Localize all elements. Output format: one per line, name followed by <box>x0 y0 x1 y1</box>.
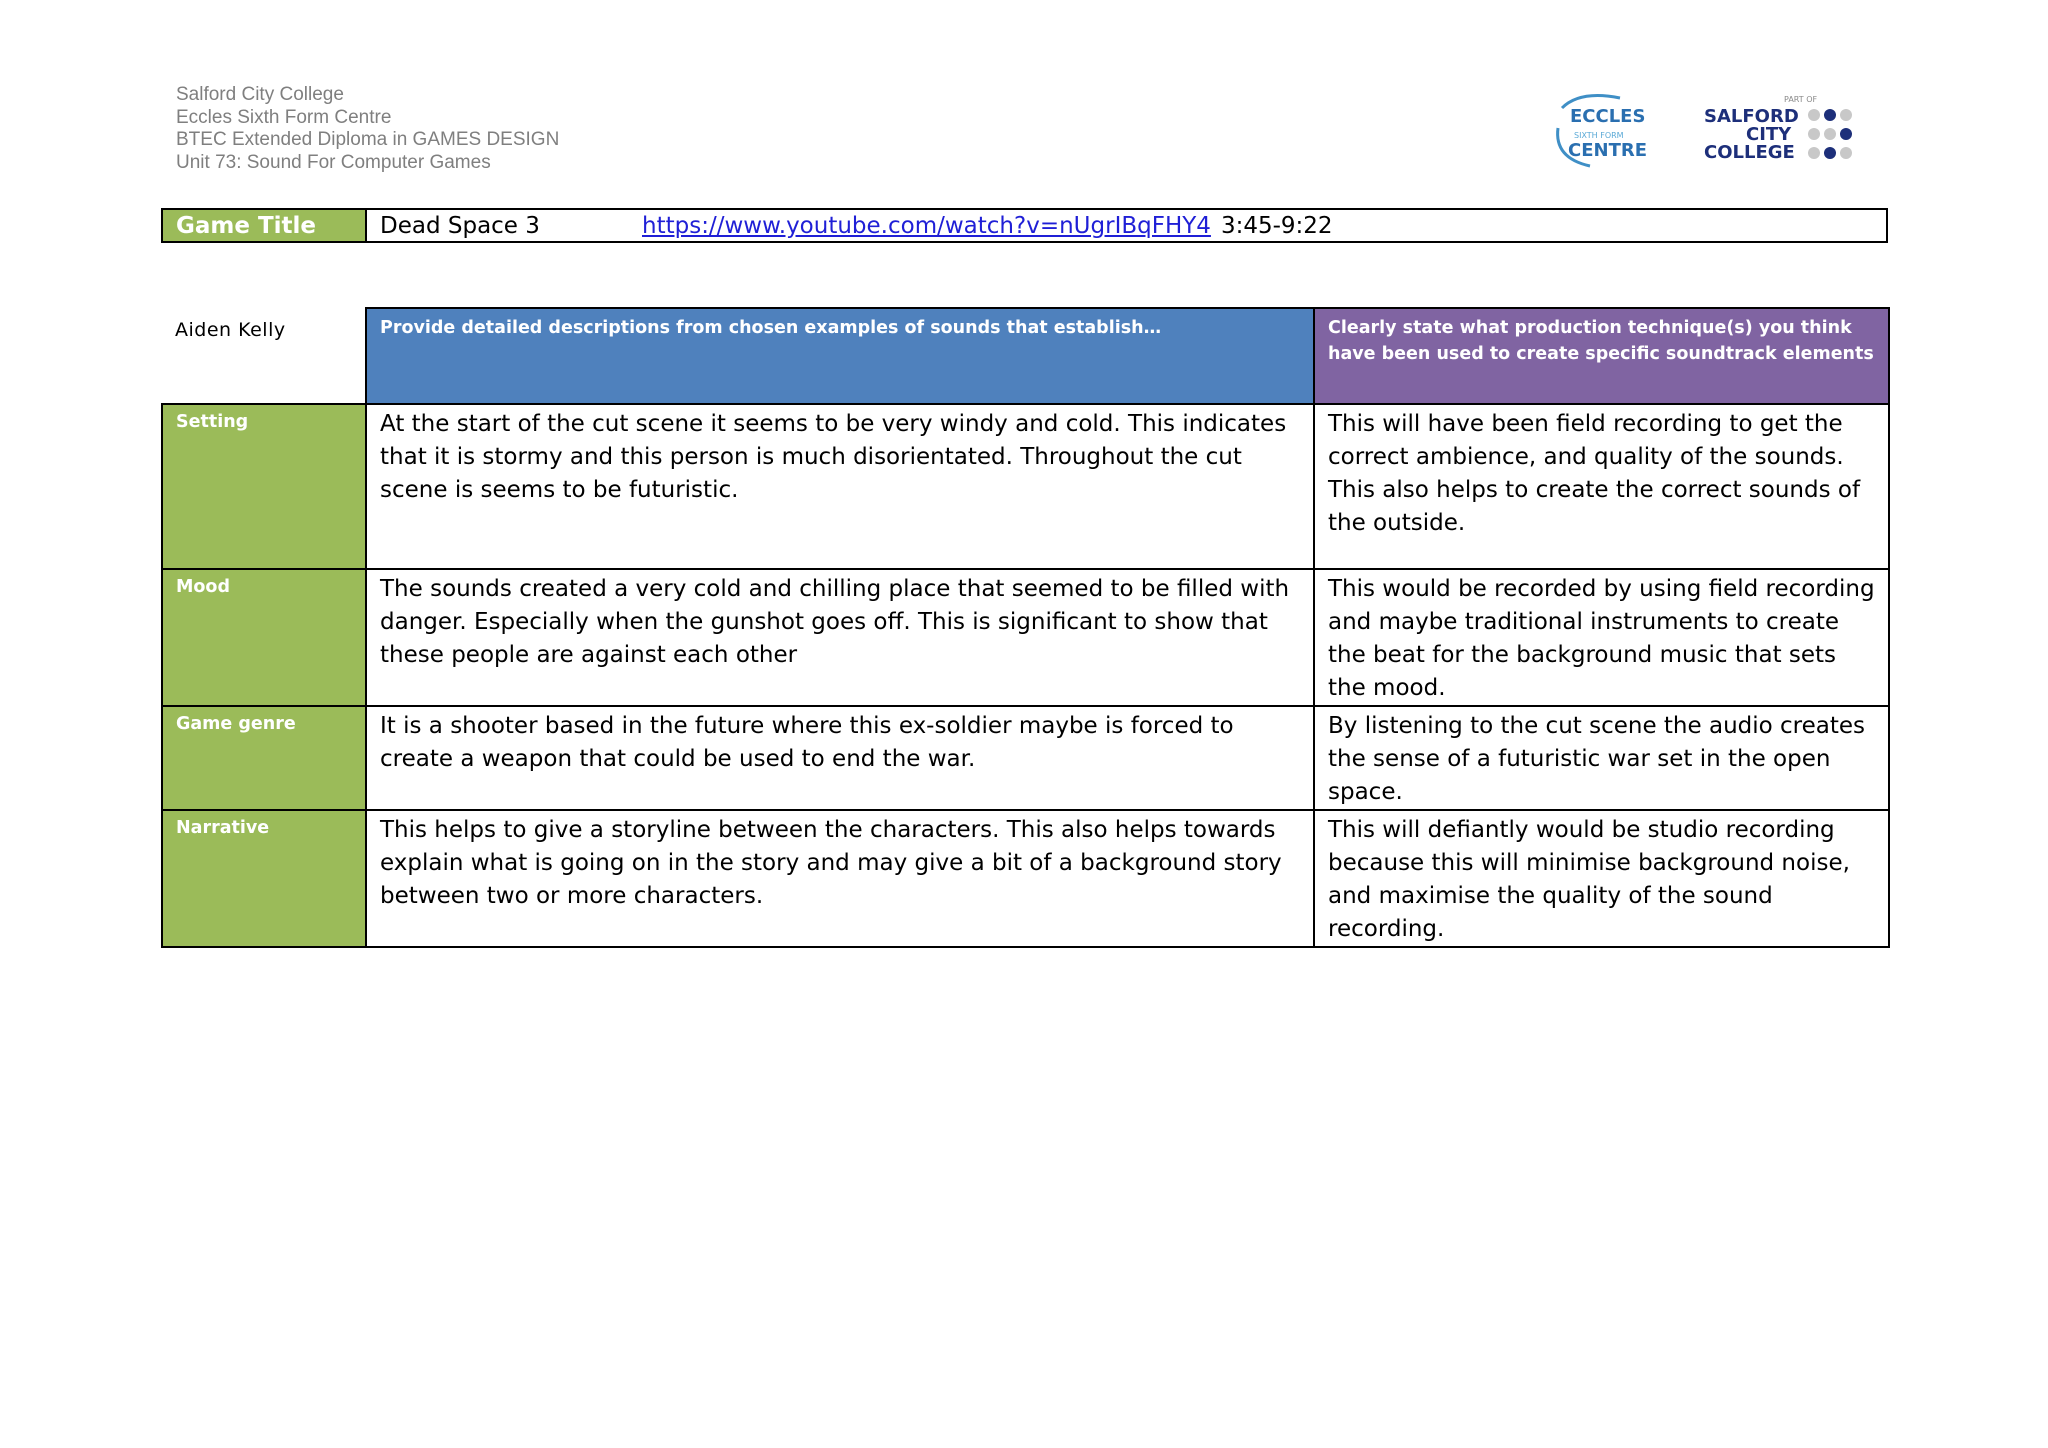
video-link[interactable]: https://www.youtube.com/watch?v=nUgrIBqFHY4 <box>642 212 1211 239</box>
svg-text:PART OF: PART OF <box>1784 95 1818 104</box>
row-technique: This will defiantly would be studio recording because this will minimise background noise, and maximise the quality of the sound recording. <box>1314 810 1889 947</box>
table-header-row <box>162 308 1889 404</box>
description-column-header: Provide detailed descriptions from chosen examples of sounds that establish… <box>366 308 1314 404</box>
game-title: Dead Space 3 <box>380 212 540 239</box>
svg-text:CENTRE: CENTRE <box>1568 140 1648 161</box>
row-technique: By listening to the cut scene the audio creates the sense of a futuristic war set in the open space. <box>1314 706 1889 810</box>
table-row <box>162 810 1889 947</box>
table-row <box>162 569 1889 706</box>
svg-text:COLLEGE: COLLEGE <box>1704 142 1795 163</box>
document-header <box>176 84 559 174</box>
row-description: It is a shooter based in the future where this ex-soldier maybe is forced to create a weapon that could be used to end the war. <box>366 706 1314 810</box>
row-technique: This will have been field recording to get the correct ambience, and quality of the sounds. This also helps to create the correct sounds of the outside. <box>1314 404 1889 569</box>
college-name: Salford City College <box>176 84 344 105</box>
row-description: The sounds created a very cold and chilling place that seemed to be filled with danger. Especially when the gunshot goes off. This is significant to show that these people are against each other <box>366 569 1314 706</box>
course-name: BTEC Extended Diploma in GAMES DESIGN <box>176 129 560 150</box>
row-label-mood: Mood <box>162 569 366 706</box>
eccles-logo <box>1558 96 1647 166</box>
row-label-narrative: Narrative <box>162 810 366 947</box>
row-technique: This would be recorded by using field recording and maybe traditional instruments to create the beat for the background music that sets the mood. <box>1314 569 1889 706</box>
svg-text:SALFORD: SALFORD <box>1704 106 1799 127</box>
author-name: Aiden Kelly <box>162 308 366 404</box>
college-logos <box>1550 88 1870 174</box>
svg-text:SIXTH FORM: SIXTH FORM <box>1574 131 1624 140</box>
video-timestamp: 3:45-9:22 <box>1220 212 1333 239</box>
row-label-game-genre: Game genre <box>162 706 366 810</box>
technique-column-header: Clearly state what production technique(s) you think have been used to create specific soundtrack elements <box>1314 308 1889 404</box>
salford-logo <box>1704 95 1852 163</box>
svg-text:ECCLES: ECCLES <box>1570 106 1646 127</box>
game-title-table <box>161 208 1888 243</box>
svg-text:CITY: CITY <box>1746 124 1792 145</box>
unit-name: Unit 73: Sound For Computer Games <box>176 151 491 173</box>
sound-analysis-table <box>161 307 1890 948</box>
table-row <box>162 404 1889 569</box>
row-description: At the start of the cut scene it seems to be very windy and cold. This indicates that it is stormy and this person is much disorientated. Throughout the cut scene is seems to be futuristic. <box>366 404 1314 569</box>
centre-name: Eccles Sixth Form Centre <box>176 106 392 128</box>
row-description: This helps to give a storyline between the characters. This also helps towards explain what is going on in the story and may give a bit of a background story between two or more characters. <box>366 810 1314 947</box>
row-label-setting: Setting <box>162 404 366 569</box>
table-row <box>162 706 1889 810</box>
game-title-value-cell <box>366 209 1887 242</box>
game-title-label: Game Title <box>162 209 366 242</box>
